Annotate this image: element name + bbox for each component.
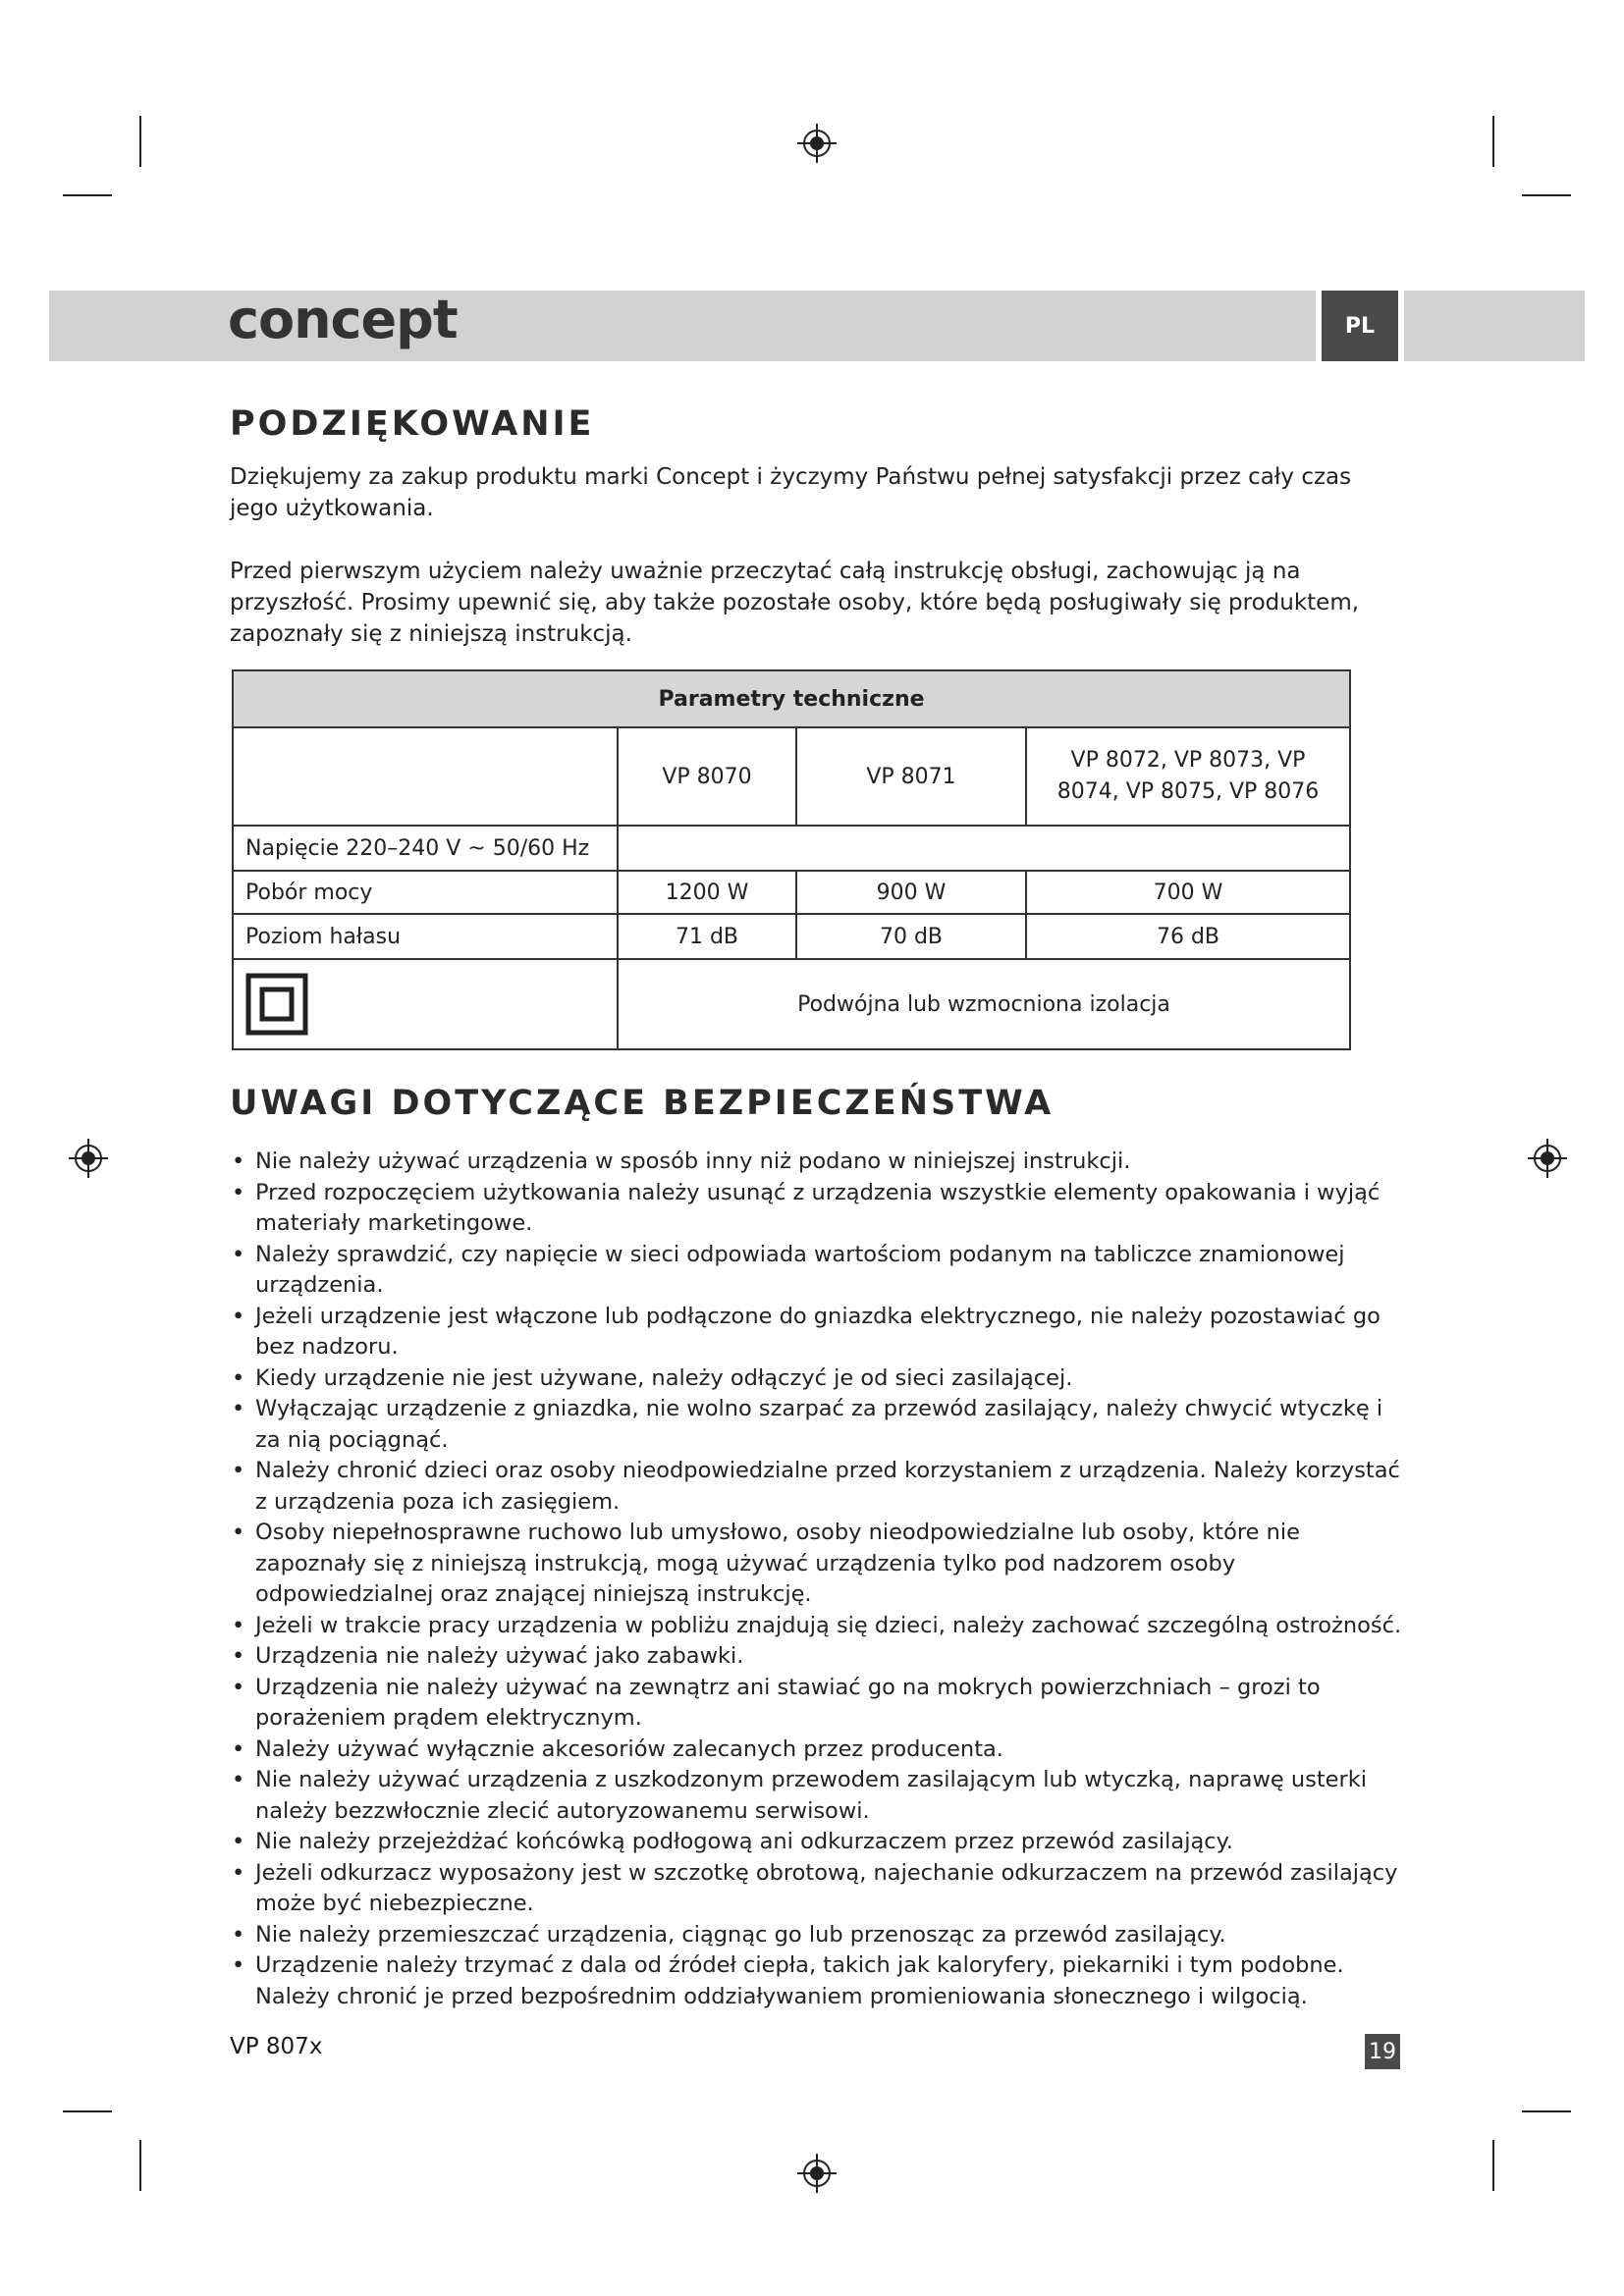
crop-mark <box>139 116 141 167</box>
section-title-thanks: PODZIĘKOWANIE <box>230 404 595 444</box>
spec-voltage-value <box>618 826 1350 871</box>
language-badge: PL <box>1322 291 1398 361</box>
registration-mark-icon <box>69 1139 108 1178</box>
safety-item: • Przed rozpoczęciem użytkowania należy usunąć z urządzenia wszystkie elementy opakowania i wyjąć materiały marketingowe. <box>228 1178 1406 1240</box>
safety-item: • Nie należy przemieszczać urządzenia, ciągnąc go lub przenosząc za przewód zasilający. <box>228 1920 1406 1951</box>
crop-mark <box>63 2110 112 2112</box>
brand-logo: concept <box>228 289 458 350</box>
safety-item: • Urządzenia nie należy używać na zewnątrz ani stawiać go na mokrych powierzchniach – grozi to porażeniem prądem elektrycznym. <box>228 1673 1406 1735</box>
crop-mark <box>1522 2110 1571 2112</box>
safety-item: • Nie należy przejeżdżać końcówką podłogową ani odkurzaczem przez przewód zasilający. <box>228 1827 1406 1858</box>
safety-item: • Osoby niepełnosprawne ruchowo lub umysłowo, osoby nieodpowiedzialne lub osoby, które nie zapoznały się z niniejszą instrukcją, mogą używać urządzenia tylko pod nadzorem osoby odpowiedzialnej oraz znającej niniejszą instrukcję. <box>228 1518 1406 1611</box>
section-title-safety: UWAGI DOTYCZĄCE BEZPIECZEŃSTWA <box>230 1084 1055 1123</box>
safety-item: • Urządzenie należy trzymać z dala od źródeł ciepła, takich jak kaloryfery, piekarniki i tym podobne. Należy chronić je przed bezpośrednim oddziaływaniem promieniowania słonecznego i wilgocią. <box>228 1950 1406 2012</box>
safety-item: • Jeżeli w trakcie pracy urządzenia w pobliżu znajdują się dzieci, należy zachować szczególną ostrożność. <box>228 1611 1406 1642</box>
spec-power-value: 700 W <box>1026 871 1350 914</box>
registration-mark-icon <box>1528 1139 1567 1178</box>
safety-item: • Jeżeli urządzenie jest włączone lub podłączone do gniazdka elektrycznego, nie należy pozostawiać go bez nadzoru. <box>228 1302 1406 1363</box>
spec-power-value: 900 W <box>796 871 1026 914</box>
spec-table-title: Parametry techniczne <box>233 670 1350 727</box>
spec-model-header: VP 8071 <box>796 727 1026 826</box>
spec-model-header: VP 8072, VP 8073, VP 8074, VP 8075, VP 8076 <box>1026 727 1350 826</box>
intro-text <box>230 461 1388 650</box>
spec-noise-value: 70 dB <box>796 914 1026 959</box>
registration-mark-icon <box>797 2154 837 2193</box>
header-band-right <box>1404 291 1585 361</box>
registration-mark-icon <box>797 124 837 163</box>
safety-item: • Urządzenia nie należy używać jako zabawki. <box>228 1641 1406 1673</box>
spec-empty-cell <box>233 727 618 826</box>
safety-item: • Kiedy urządzenie nie jest używane, należy odłączyć je od sieci zasilającej. <box>228 1363 1406 1395</box>
double-insulation-icon <box>245 973 308 1036</box>
spec-power-value: 1200 W <box>618 871 796 914</box>
spec-table <box>232 669 1351 1050</box>
spec-noise-value: 71 dB <box>618 914 796 959</box>
spec-power-label: Pobór mocy <box>233 871 618 914</box>
safety-item: • Należy chronić dzieci oraz osoby nieodpowiedzialne przed korzystaniem z urządzenia. Należy korzystać z urządzenia poza ich zasięgiem. <box>228 1456 1406 1518</box>
crop-mark <box>139 2140 141 2191</box>
safety-item: • Należy sprawdzić, czy napięcie w sieci odpowiada wartościom podanym na tabliczce znamionowej urządzenia. <box>228 1240 1406 1302</box>
spec-voltage-label: Napięcie 220–240 V ~ 50/60 Hz <box>233 826 618 871</box>
spec-noise-value: 76 dB <box>1026 914 1350 959</box>
intro-paragraph: Dziękujemy za zakup produktu marki Concept i życzymy Państwu pełnej satysfakcji przez cały czas jego użytkowania. <box>230 464 1352 521</box>
crop-mark <box>1492 116 1494 167</box>
crop-mark <box>1492 2140 1494 2191</box>
spec-insulation-symbol-cell <box>233 959 618 1049</box>
safety-item: • Należy używać wyłącznie akcesoriów zalecanych przez producenta. <box>228 1735 1406 1766</box>
safety-item: • Jeżeli odkurzacz wyposażony jest w szczotkę obrotową, najechanie odkurzaczem na przewód zasilający może być niebezpieczne. <box>228 1858 1406 1920</box>
safety-list <box>228 1147 1406 2012</box>
safety-item: • Wyłączając urządzenie z gniazdka, nie wolno szarpać za przewód zasilający, należy chwycić wtyczkę i za nią pociągnąć. <box>228 1394 1406 1456</box>
safety-item: • Nie należy używać urządzenia z uszkodzonym przewodem zasilającym lub wtyczką, naprawę usterki należy bezzwłocznie zlecić autoryzowanemu serwisowi. <box>228 1765 1406 1827</box>
spec-noise-label: Poziom hałasu <box>233 914 618 959</box>
intro-paragraph: Przed pierwszym użyciem należy uważnie przeczytać całą instrukcję obsługi, zachowując ją na przyszłość. Prosimy upewnić się, aby także pozostałe osoby, które będą posługiwały się produktem, zapoznały się z niniejszą instrukcją. <box>230 559 1360 647</box>
page-number: 19 <box>1365 2034 1400 2069</box>
safety-item: • Nie należy używać urządzenia w sposób inny niż podano w niniejszej instrukcji. <box>228 1147 1406 1178</box>
crop-mark <box>63 194 112 196</box>
spec-model-header: VP 8070 <box>618 727 796 826</box>
crop-mark <box>1522 194 1571 196</box>
footer-model: VP 807x <box>230 2034 323 2059</box>
spec-insulation-text: Podwójna lub wzmocniona izolacja <box>618 959 1350 1049</box>
